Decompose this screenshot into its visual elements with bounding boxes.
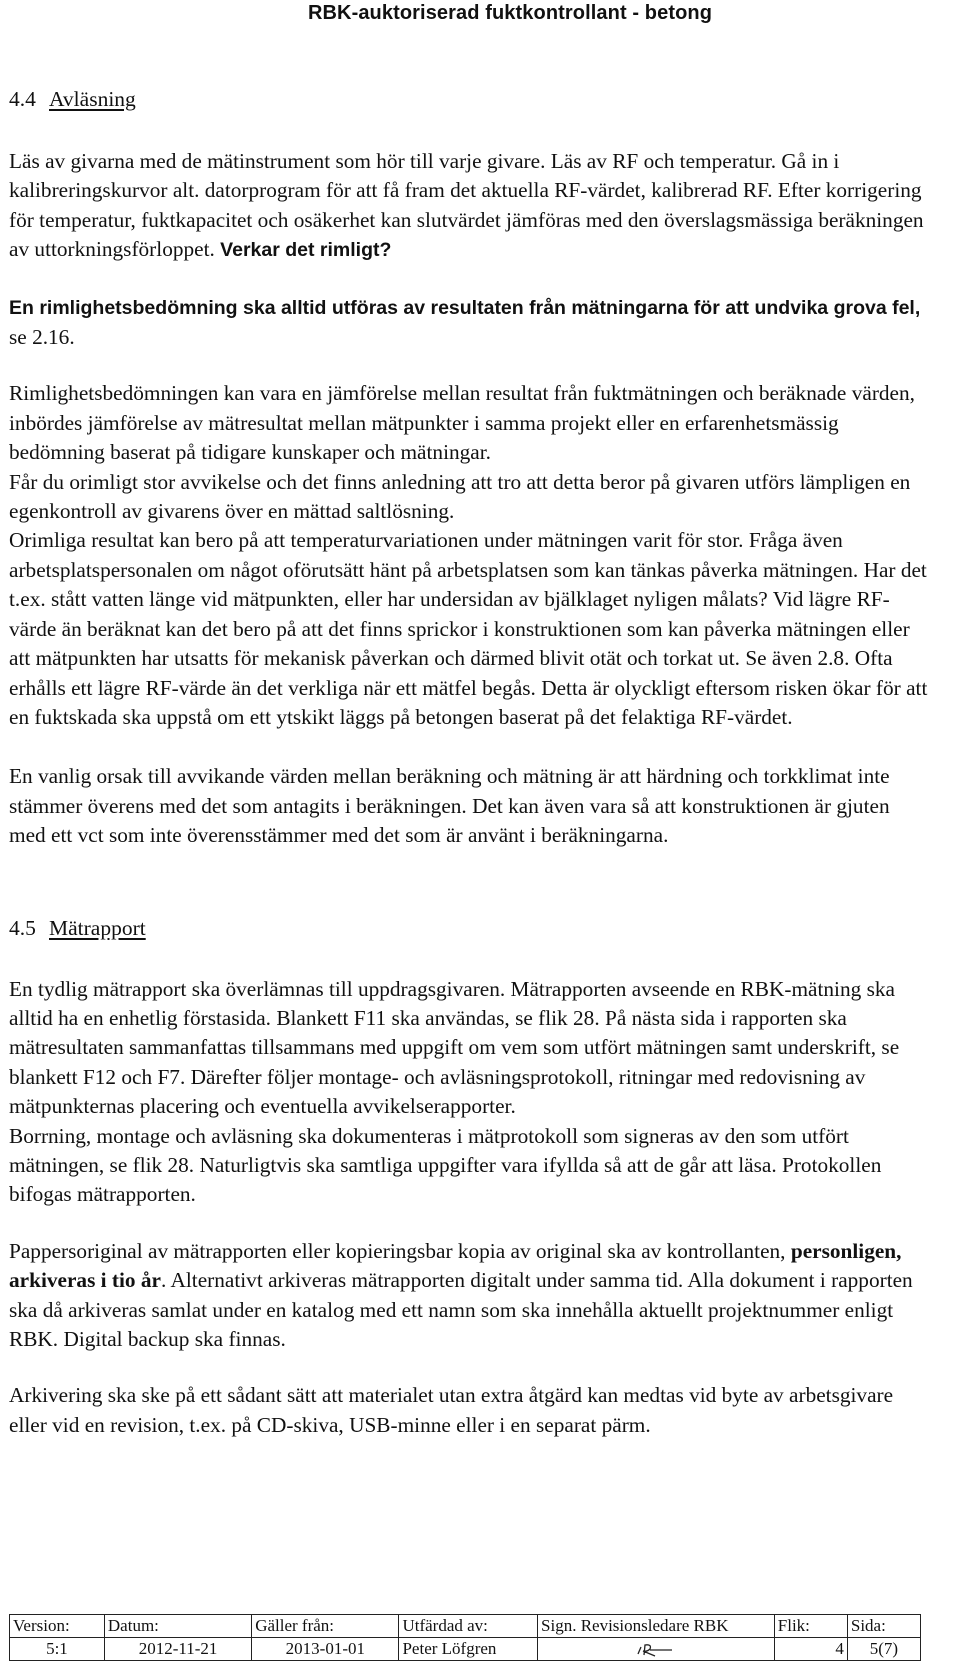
section-title: Avläsning [49,87,136,111]
footer-label-row [10,1615,921,1638]
paragraph: En tydlig mätrapport ska överlämnas till uppdragsgivaren. Mätrapporten avseende en RBK-mätning ska alltid ha en enhetlig förstasida. Blankett F11 ska användas, se flik 28. På nästa sida i rapporten ska mätresultaten sammanfattas tillsammans med uppgift om vem som utfört mätningen samt underskrift, se blankett F12 och F7. Därefter följer montage- och avläsningsprotokoll, ritningar med redovisning av mätpunkternas placering och eventuella avvikelserapporter. [9,976,900,1119]
section-number: 4.4 [9,87,36,111]
paragraph: Får du orimligt stor avvikelse och det finns anledning att tro att detta beror på givaren utförs lämpligen en egenkontroll av givarens över en mättad saltlösning. [9,469,911,524]
tab-label: Flik: [774,1615,847,1638]
issued-by-value: Peter Löfgren [399,1638,538,1661]
handwritten-signature-icon [636,1641,676,1659]
valid-from-label: Gäller från: [252,1615,399,1638]
issued-by-label: Utfärdad av: [399,1615,538,1638]
main-content [9,84,929,1440]
section-title: Mätrapport [49,915,146,940]
emphasis-text: En rimlighetsbedömning ska alltid utföras av resultaten från mätningarna för att undvika grova fel, [9,296,921,319]
paragraph-text: Läs av givarna med de mätinstrument som hör till varje givare. Läs av RF och temperatur. Gå in i kalibreringskurvor alt. datorprogram för att få fram det aktuella RF-värdet, kalibrerad RF. Efter korrigering för temperatur, fuktkapacitet och osäkerhet kan slutvärdet jämföras med den överslagsmässiga beräkningen av uttorkningsförloppet. [9,149,924,262]
section-heading-4-4 [9,84,929,114]
paragraph-text: Pappersoriginal av mätrapporten eller kopieringsbar kopia av original ska av kontrollanten, [9,1238,786,1263]
page-value: 5(7) [847,1638,920,1661]
page-label: Sida: [847,1615,920,1638]
reference-text: se 2.16. [9,325,75,350]
paragraph: En vanlig orsak till avvikande värden mellan beräkning och mätning är att härdning och torkklimat inte stämmer överens med det som antagits i beräkningen. Det kan även vara så att konstruktionen är gjuten med ett vct som inte överensstämmer med det som är använt i beräkningarna. [9,764,890,848]
emphasis-question: Verkar det rimligt? [220,239,392,262]
paragraph [9,147,929,266]
section-heading-4-5 [9,913,929,943]
signature-label: Sign. Revisionsledare RBK [538,1615,775,1638]
tab-value: 4 [774,1638,847,1661]
signature-cell [538,1638,775,1661]
paragraph [9,293,929,353]
paragraph [9,1237,929,1355]
paragraph: Arkivering ska ske på ett sådant sätt att materialet utan extra åtgärd kan medtas vid byte av arbetsgivare eller vid en revision, t.ex. på CD-skiva, USB-minne eller i en separat pärm. [9,1383,894,1437]
paragraph-text: . Alternativt arkiveras mätrapporten digitalt under samma tid. Alla dokument i rapporten ska då arkiveras samlat under en katalog med ett namn som ska innehålla aktuellt projektnummer enligt RBK. Digital backup ska finnas. [9,1268,913,1351]
document-footer-table [9,1614,921,1661]
valid-from-value: 2013-01-01 [252,1638,399,1661]
version-label: Version: [10,1615,105,1638]
date-label: Datum: [104,1615,251,1638]
emphasis-text: personligen, arkiveras i tio år [9,1238,902,1293]
paragraph: Orimliga resultat kan bero på att temperaturvariationen under mätningen varit för stor. Fråga även arbetsplatspersonalen om något oförutsätt hänt på arbetsplatsen som kan tänkas påverka mätningen. Har det t.ex. stått vatten länge vid mätpunkten, eller har undersidan av bjälklaget nyligen målats? Vid lägre RF-värde än beräknat kan det bero på att det finns sprickor i konstruktionen som kan påverka mätningen eller att mätpunkten har utsatts för mekanisk påverkan och därmed blivit otät och torkat ut. Se även 2.8. Ofta erhålls ett lägre RF-värde än det verkliga när ett mätfel begås. Detta är olyckligt eftersom risken ökar för att en fuktskada ska uppstå om ett ytskikt läggs på betongen baserat på det felaktiga RF-värdet. [9,528,928,729]
paragraph: Rimlighetsbedömningen kan vara en jämförelse mellan resultat från fuktmätningen och beräknade värden, inbördes jämförelse av mätresultat mellan mätpunkter i samma projekt eller en erfarenhetsmässig bedömning baserat på tidigare kunskaper och mätningar. [9,381,915,465]
section-number: 4.5 [9,915,36,940]
date-value: 2012-11-21 [104,1638,251,1661]
footer-value-row [10,1638,921,1661]
paragraph: Borrning, montage och avläsning ska dokumenteras i mätprotokoll som signeras av den som utfört mätningen, se flik 28. Naturligtvis ska samtliga uppgifter vara ifyllda så att de går att läsa. Protokollen bifogas mätrapporten. [9,1123,882,1207]
page-header: RBK-auktoriserad fuktkontrollant - betong [307,2,713,24]
version-value: 5:1 [10,1638,105,1661]
